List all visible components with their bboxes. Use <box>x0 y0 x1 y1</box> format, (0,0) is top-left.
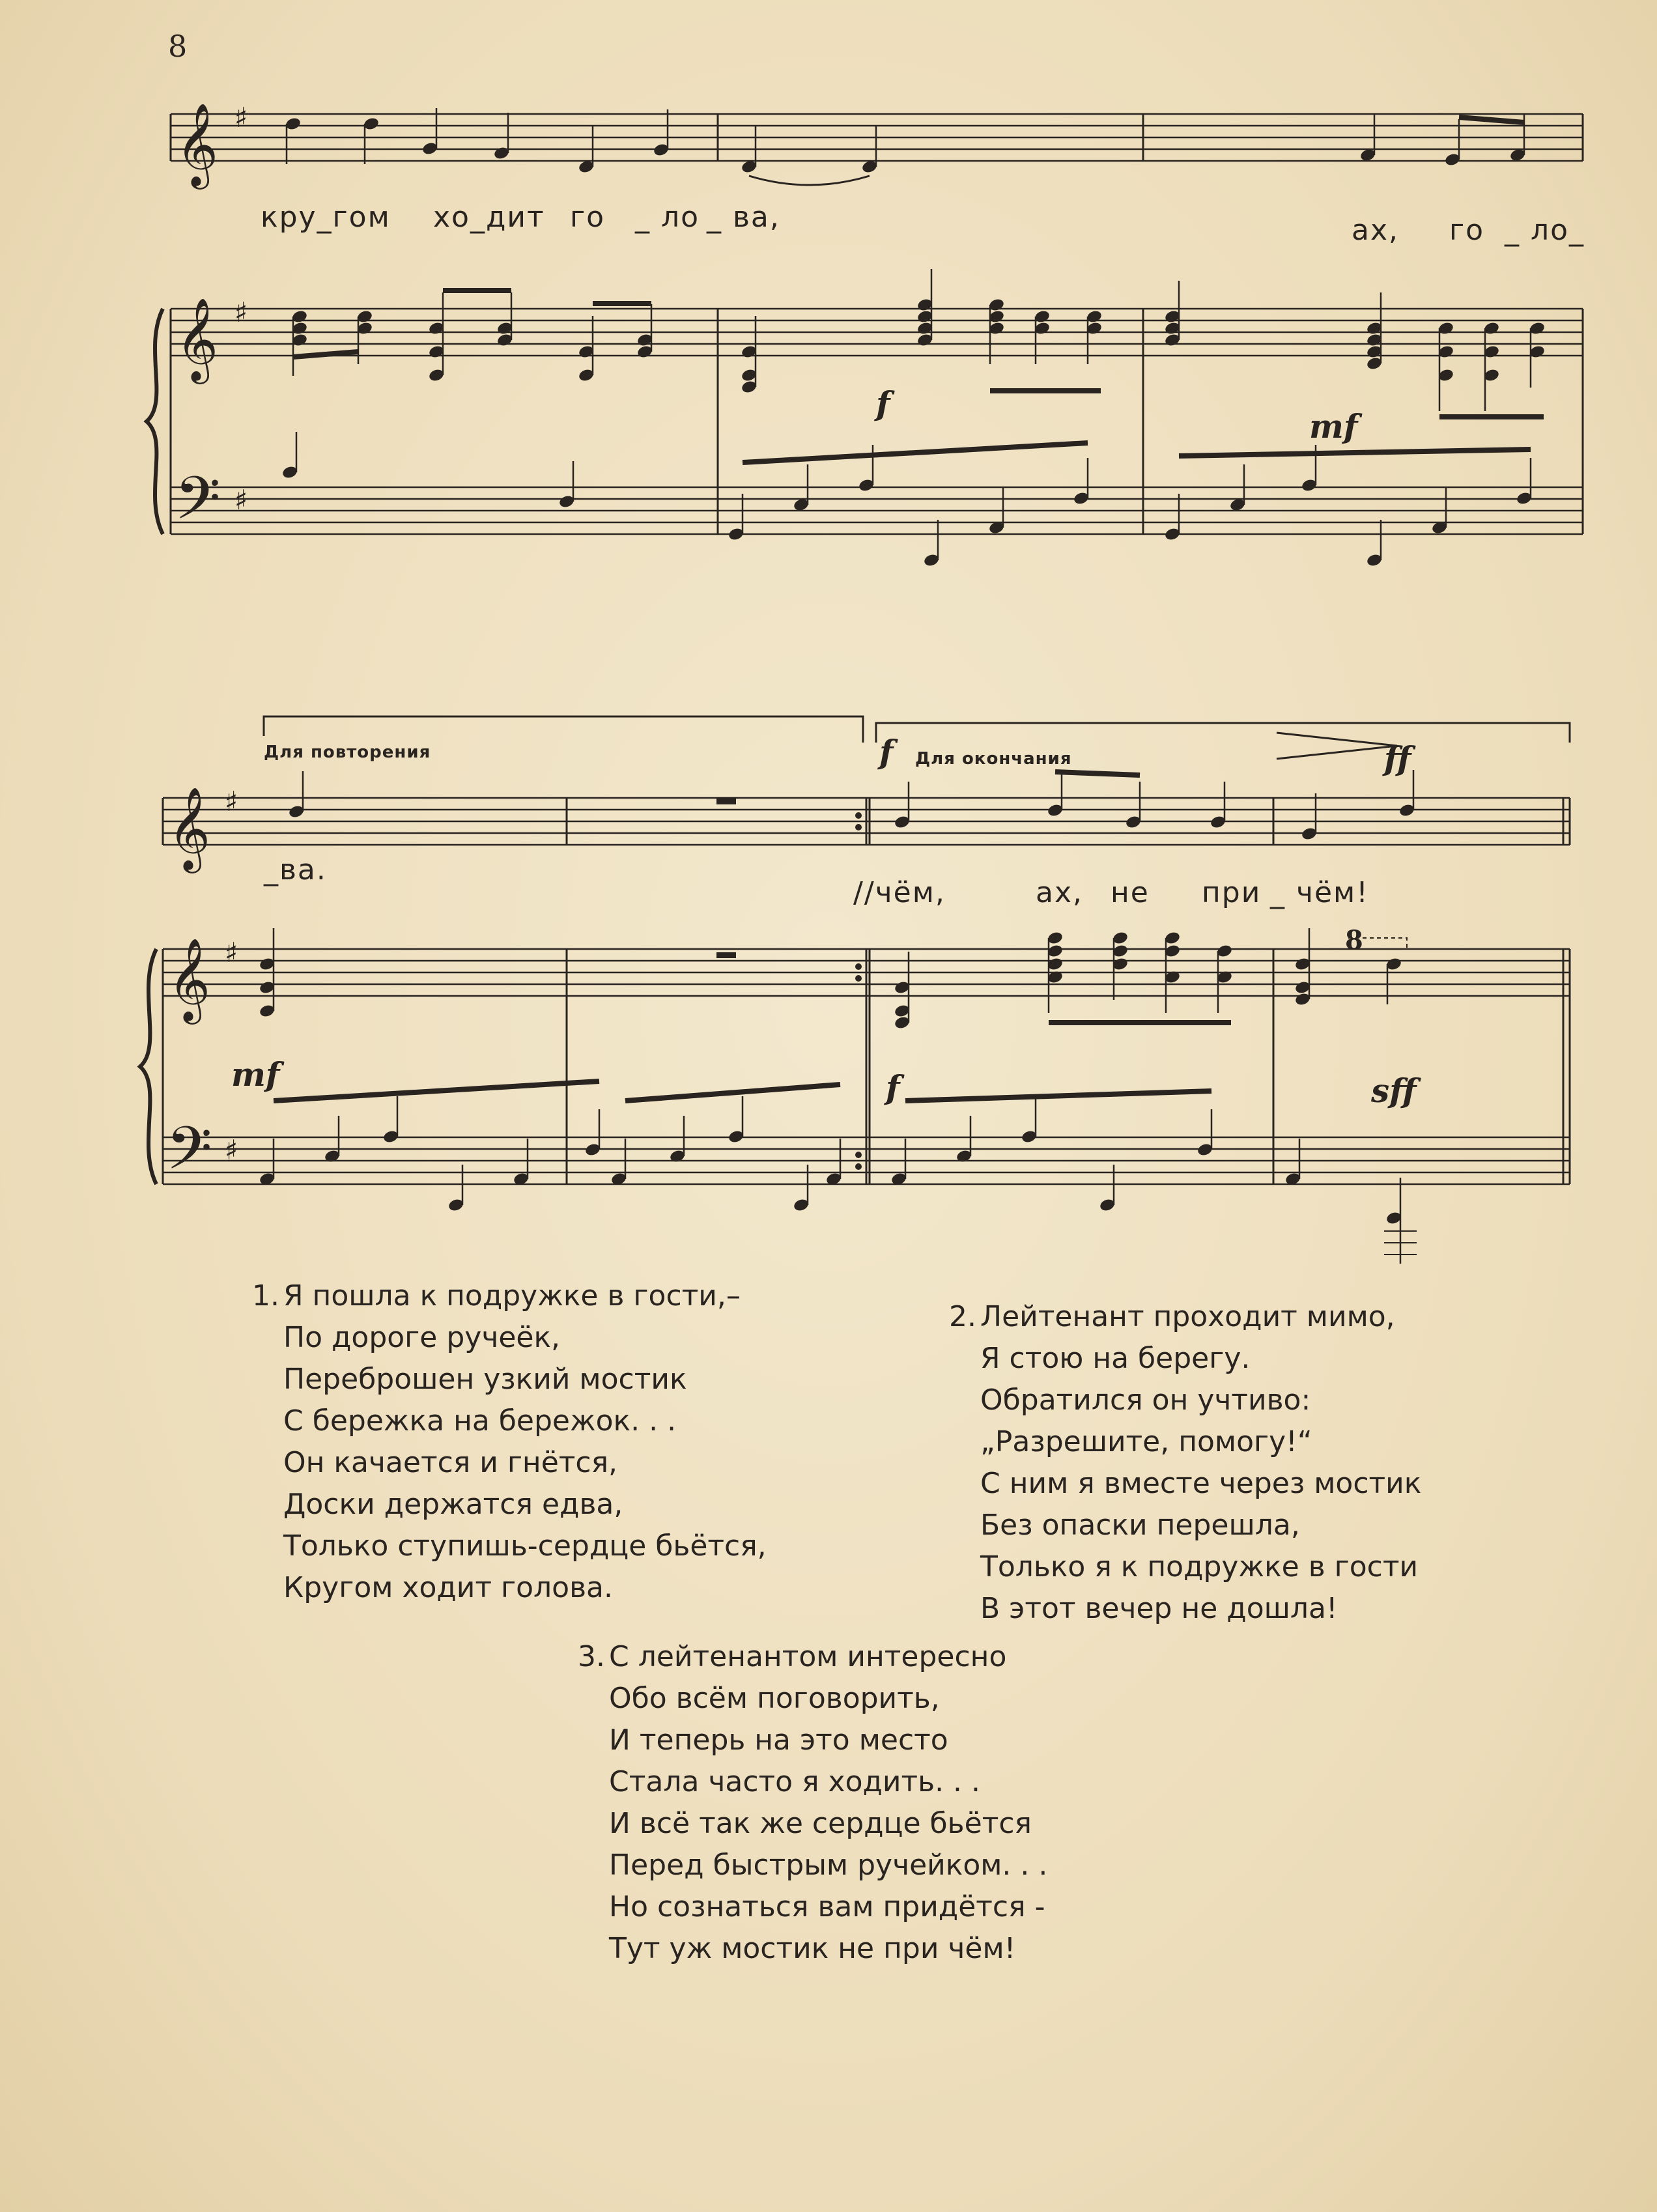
repeat-label: Для повторения <box>264 743 431 762</box>
beam <box>625 1085 840 1101</box>
lyric-syllable: го <box>1449 214 1485 247</box>
slur <box>749 176 870 185</box>
verse-line: С лейтенантом интересно <box>609 1640 1007 1673</box>
system-brace <box>140 949 156 1184</box>
repeat-dot <box>855 1152 862 1158</box>
verse-line: Без опаски перешла, <box>980 1509 1300 1542</box>
verse-line: Я стою на берегу. <box>980 1342 1251 1375</box>
key-signature: ♯ <box>234 102 248 134</box>
verse-line: Я пошла к подружке в гости,– <box>283 1279 741 1312</box>
verse-line: Стала часто я ходить. . . <box>609 1765 981 1798</box>
lyric-syllable: //чём, <box>853 876 946 909</box>
lyric-syllable: хо_дит <box>433 201 545 234</box>
verse-line: С ним я вместе через мостик <box>980 1467 1422 1500</box>
dynamic-marking: f <box>879 733 894 771</box>
verse-number: 1. <box>252 1279 279 1312</box>
dynamic-marking: ff <box>1384 739 1411 778</box>
verse-line: Только я к подружке в гости <box>980 1550 1419 1583</box>
ottava-mark: 8 <box>1345 925 1363 956</box>
clef-glyph: 𝄞 <box>168 937 211 1021</box>
beam <box>905 1091 1211 1101</box>
verse-number: 3. <box>578 1640 605 1673</box>
repeat-dot <box>855 963 862 970</box>
verse-line: По дороге ручеёк, <box>283 1321 561 1354</box>
lyric-syllable: _ ло_ <box>1505 214 1585 247</box>
volta-bracket <box>876 723 1570 743</box>
repeat-dot <box>855 812 862 819</box>
clef-glyph: 𝄞 <box>168 786 211 870</box>
verse-line: Доски держатся едва, <box>283 1488 623 1521</box>
repeat-dot <box>855 975 862 982</box>
clef-glyph: 𝄞 <box>176 297 219 380</box>
lyric-syllable: _ ва, <box>707 201 780 234</box>
lyric-syllable: ах, <box>1352 214 1399 247</box>
clef-glyph: 𝄢 <box>175 464 221 547</box>
key-signature: ♯ <box>225 1134 238 1166</box>
beam <box>1459 117 1524 122</box>
key-signature: ♯ <box>234 484 248 516</box>
clef-glyph: 𝄢 <box>166 1114 212 1197</box>
verse-number: 2. <box>949 1300 976 1333</box>
repeat-dot <box>855 824 862 830</box>
lyric-syllable: не <box>1111 876 1150 909</box>
lyric-syllable: _ва. <box>264 853 327 886</box>
verse-3 <box>578 1636 1048 1970</box>
dynamic-marking: mf <box>231 1055 280 1094</box>
beam <box>1179 449 1531 456</box>
lyric-syllable: ах, <box>1036 876 1083 909</box>
dynamic-marking: f <box>876 384 890 423</box>
verse-line: Обратился он учтиво: <box>980 1383 1311 1417</box>
volta-bracket <box>264 716 863 743</box>
dynamic-marking: f <box>886 1068 900 1107</box>
crescendo-hairpin <box>1277 733 1397 759</box>
verse-line: И всё так же сердце бьётся <box>609 1807 1032 1840</box>
verse-line: „Разрешите, помогу!“ <box>980 1425 1312 1458</box>
beam <box>1055 772 1140 775</box>
verse-line: С бережка на бережок. . . <box>283 1404 677 1438</box>
verse-line: Кругом ходит голова. <box>283 1571 613 1604</box>
verse-line: Переброшен узкий мостик <box>283 1363 687 1396</box>
lyric-syllable: кру_гом <box>261 201 391 234</box>
page-number: 8 <box>168 29 188 64</box>
verse-2 <box>949 1296 1422 1630</box>
verse-line: И теперь на это место <box>609 1723 948 1757</box>
verse-line: Только ступишь-сердце бьётся, <box>283 1529 767 1563</box>
lyric-syllable: _ чём! <box>1270 876 1369 909</box>
verse-line: Он качается и гнётся, <box>283 1446 618 1479</box>
ending-label: Для окончания <box>915 749 1072 769</box>
beam <box>274 1081 599 1101</box>
verse-line: Обо всём поговорить, <box>609 1682 940 1715</box>
lyric-syllable: го <box>570 201 606 234</box>
whole-rest <box>716 799 736 804</box>
verse-line: Но сознаться вам придётся - <box>609 1890 1045 1923</box>
verse-1 <box>252 1275 767 1609</box>
lyric-syllable: при <box>1202 876 1262 909</box>
system-brace <box>147 309 163 534</box>
clef-glyph: 𝄞 <box>176 102 219 186</box>
verse-line: В этот вечер не дошла! <box>980 1592 1338 1625</box>
repeat-dot <box>855 1163 862 1170</box>
verse-line: Тут уж мостик не при чём! <box>609 1932 1016 1965</box>
verse-line: Перед быстрым ручейком. . . <box>609 1849 1048 1882</box>
whole-rest <box>716 952 736 958</box>
key-signature: ♯ <box>225 786 238 817</box>
lyric-syllable: _ ло <box>635 201 700 234</box>
verse-line: Лейтенант проходит мимо, <box>980 1300 1395 1333</box>
key-signature: ♯ <box>225 937 238 969</box>
beam <box>743 443 1088 462</box>
key-signature: ♯ <box>234 296 248 328</box>
dynamic-marking: mf <box>1309 407 1358 446</box>
dynamic-marking: sff <box>1371 1071 1417 1110</box>
